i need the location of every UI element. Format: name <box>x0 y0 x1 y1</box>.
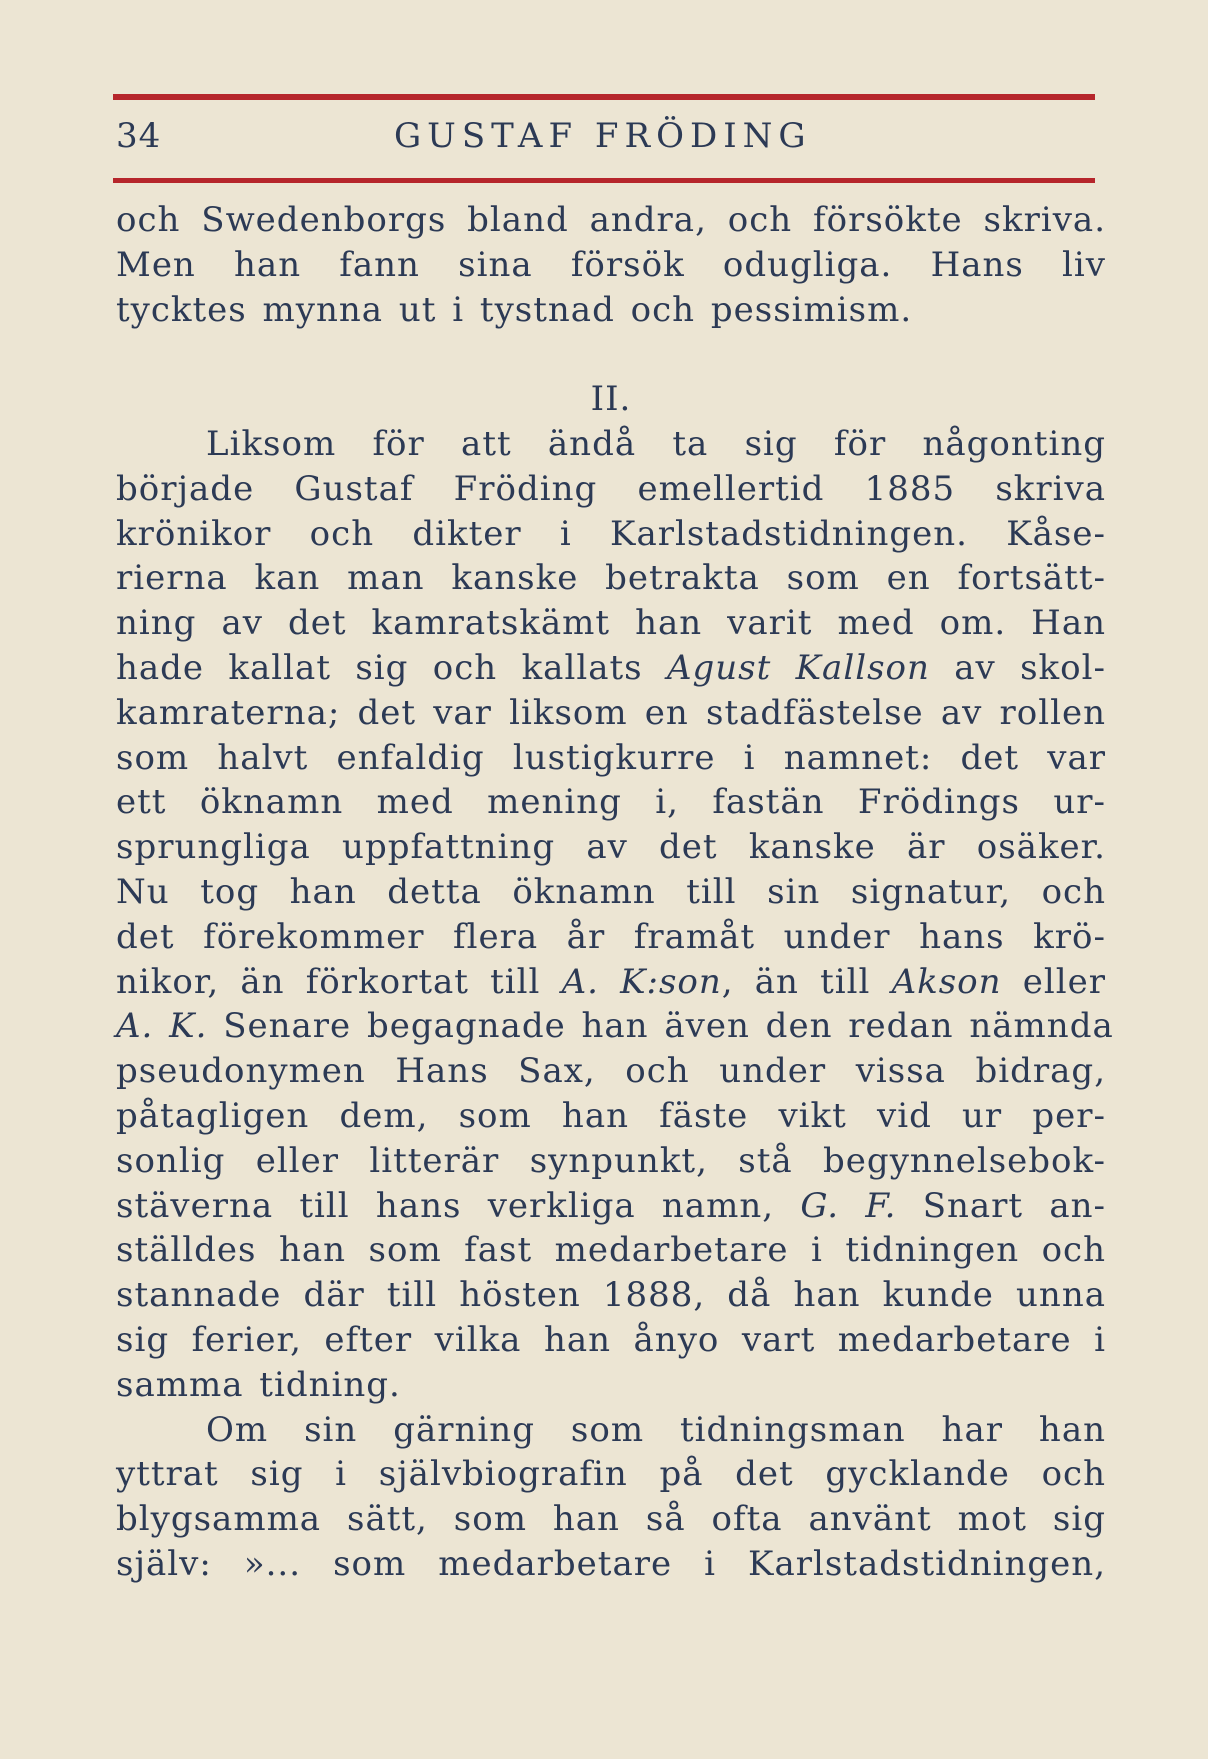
text-line: Liksom för att ändå ta sig för någonting <box>206 423 1106 464</box>
page-number: 34 <box>116 116 162 156</box>
text-segment: nikor, än förkortat till <box>116 961 562 1002</box>
paragraph-3 <box>116 1408 1106 1587</box>
text-line: det förekommer flera år framåt under hans krö- <box>116 916 1106 957</box>
text-line: påtagligen dem, som han fäste vikt vid ur per- <box>116 1095 1106 1136</box>
text-segment: eller <box>1001 961 1106 1002</box>
text-line: samma tidning. <box>116 1364 401 1405</box>
italic-signature: A. K:son <box>561 961 722 1002</box>
text-segment: stäverna till hans verkliga namn, <box>116 1185 801 1226</box>
text-line <box>116 1004 1114 1049</box>
text-line: som halvt enfaldig lustigkurre i namnet: det var <box>116 737 1106 778</box>
italic-signature: Akson <box>891 961 1002 1002</box>
text-line: pseudonymen Hans Sax, och under vissa bidrag, <box>116 1051 1106 1092</box>
text-line: kamraterna; det var liksom en stadfästelse av rollen <box>116 692 1106 733</box>
text-segment: hade kallat sig och kallats <box>116 647 667 688</box>
text-line: Om sin gärning som tidningsman har han <box>206 1409 1106 1450</box>
italic-name: Agust Kallson <box>666 647 930 688</box>
text-line: yttrat sig i självbiografin på det gycklande och <box>116 1454 1106 1495</box>
text-line <box>116 1184 1106 1229</box>
text-segment: , än till <box>721 961 892 1002</box>
text-line: började Gustaf Fröding emellertid 1885 skriva <box>116 468 1106 509</box>
text-line: och Swedenborgs bland andra, och försökte skriva. <box>116 200 1106 240</box>
text-line: stannade där till hösten 1888, då han kunde unna <box>116 1275 1106 1316</box>
text-line: ning av det kamratskämt han varit med om. Han <box>116 603 1106 644</box>
italic-signature: A. K. <box>116 1006 208 1047</box>
text-line: blygsamma sätt, som han så ofta använt mot sig <box>116 1499 1106 1540</box>
text-segment: Senare begagnade han även den redan nämnda <box>207 1006 1114 1047</box>
body-text <box>116 198 1114 1587</box>
text-line: själv: »... som medarbetare i Karlstadstidningen, <box>116 1543 1106 1584</box>
text-line <box>116 960 1106 1005</box>
text-line: Men han fann sina försök odugliga. Hans liv <box>116 244 1106 285</box>
paragraph-1 <box>116 198 1106 332</box>
page-header <box>116 116 1092 166</box>
text-line: Nu tog han detta öknamn till sin signatur, och <box>116 871 1106 912</box>
paragraph-2 <box>116 422 1114 1408</box>
text-line: rierna kan man kanske betrakta som en fortsätt- <box>116 558 1106 599</box>
section-heading: II. <box>590 379 632 420</box>
text-line <box>116 646 1106 691</box>
italic-initials: G. F. <box>800 1185 897 1226</box>
header-rule-top <box>113 94 1095 100</box>
running-title: GUSTAF FRÖDING <box>394 116 812 156</box>
text-line: ställdes han som fast medarbetare i tidningen och <box>116 1230 1106 1271</box>
text-line: ett öknamn med mening i, fastän Frödings ur- <box>116 782 1106 823</box>
text-segment: Snart an- <box>896 1185 1106 1226</box>
text-line: krönikor och dikter i Karlstadstidningen. Kåse- <box>116 513 1106 554</box>
text-line: sprungliga uppfattning av det kanske är osäker. <box>116 827 1106 868</box>
text-segment: av skol- <box>929 647 1106 688</box>
text-line: sonlig eller litterär synpunkt, stå begynnelsebok- <box>116 1140 1106 1181</box>
text-line: sig ferier, efter vilka han ånyo vart medarbetare i <box>116 1319 1106 1360</box>
header-rule-bottom <box>113 178 1095 183</box>
text-line: tycktes mynna ut i tystnad och pessimism. <box>116 289 913 330</box>
